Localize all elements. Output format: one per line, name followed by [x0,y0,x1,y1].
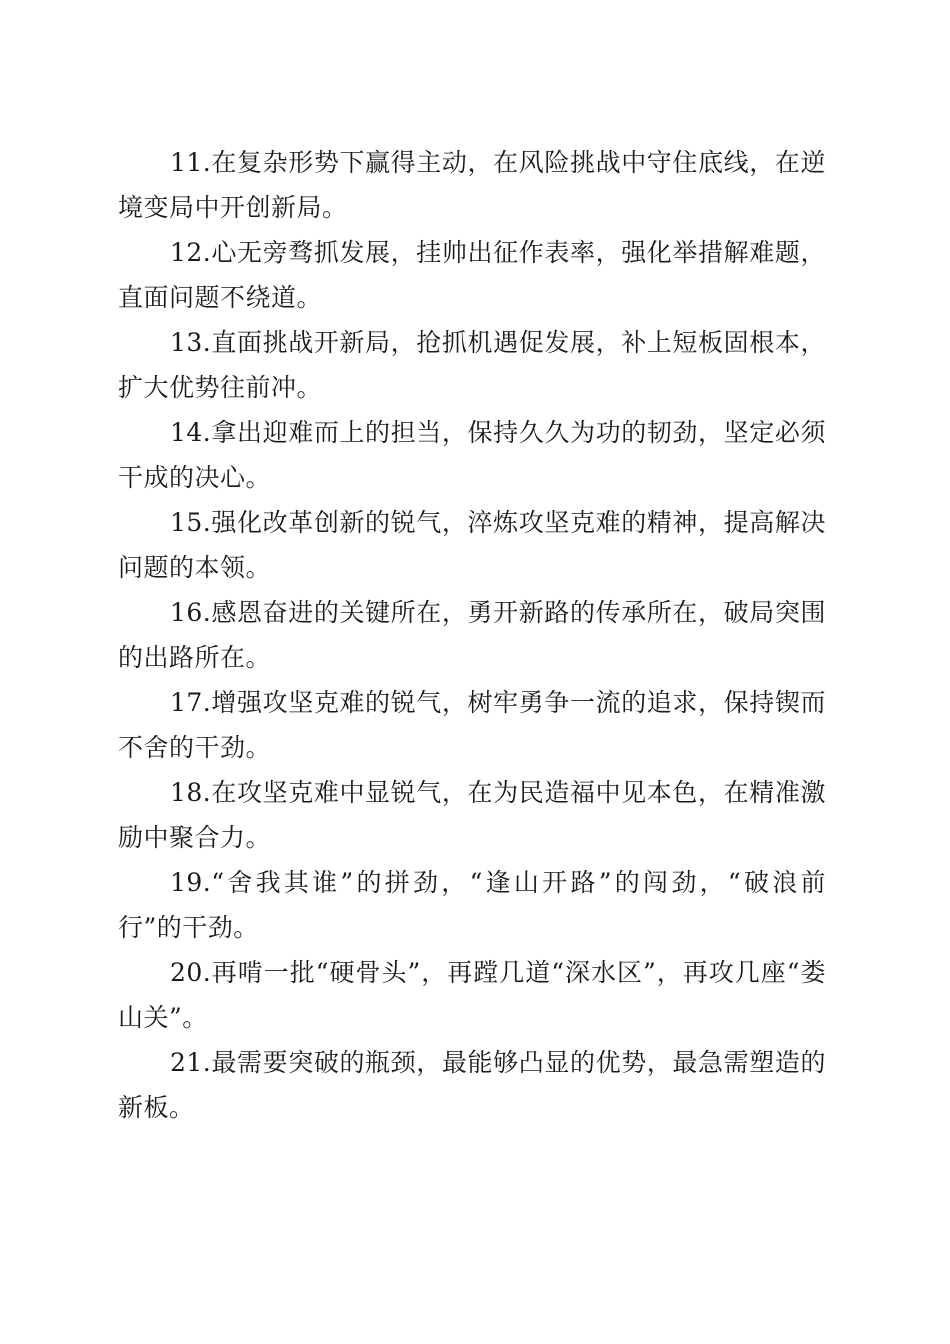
list-item-17: 17.增强攻坚克难的锐气，树牢勇争一流的追求，保持锲而不舍的干劲。 [118,688,826,762]
list-item-20: 20.再啃一批“硬骨头”，再蹚几道“深水区”，再攻几座“娄山关”。 [118,958,826,1032]
list-item-11: 11.在复杂形势下赢得主动，在风险挑战中守住底线，在逆境变局中开创新局。 [118,148,826,222]
document-body [118,140,826,1130]
list-item-12: 12.心无旁骛抓发展，挂帅出征作表率，强化举措解难题，直面问题不绕道。 [118,238,826,312]
list-item-14: 14.拿出迎难而上的担当，保持久久为功的韧劲，坚定必须干成的决心。 [118,418,826,492]
list-item-13: 13.直面挑战开新局，抢抓机遇促发展，补上短板固根本，扩大优势往前冲。 [118,328,826,402]
list-item-19: 19.“舍我其谁”的拼劲，“逢山开路”的闯劲，“破浪前行”的干劲。 [118,868,826,942]
list-item-15: 15.强化改革创新的锐气，淬炼攻坚克难的精神，提高解决问题的本领。 [118,508,826,582]
list-item-21: 21.最需要突破的瓶颈，最能够凸显的优势，最急需塑造的新板。 [118,1048,826,1122]
list-item-18: 18.在攻坚克难中显锐气，在为民造福中见本色，在精准激励中聚合力。 [118,778,826,852]
list-item-16: 16.感恩奋进的关键所在，勇开新路的传承所在，破局突围的出路所在。 [118,598,826,672]
